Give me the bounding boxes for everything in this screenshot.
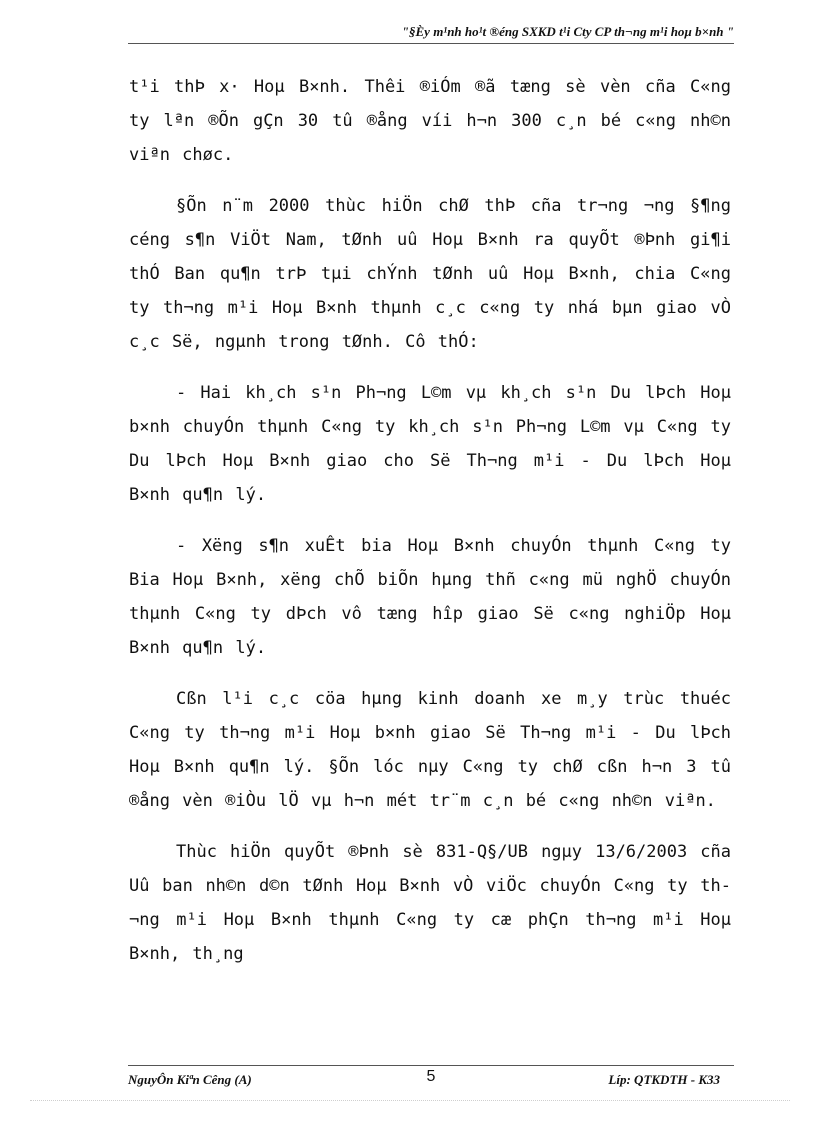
page-header: "§Èy m¹nh ho¹t ®éng SXKD t¹i Cty CP th¬ng m¹i hoµ b×nh " <box>128 24 734 44</box>
page-footer <box>128 1065 734 1088</box>
page-bottom-edge <box>30 1100 790 1101</box>
footer-class: Líp: QTKDTH - K33 <box>608 1072 720 1087</box>
document-body <box>129 70 731 988</box>
paragraph-4: - Xëng s¶n xuÊt bia Hoµ B×nh chuyÓn thµnh C«ng ty Bia Hoµ B×nh, xëng chÕ biÕn hµng thñ c«ng mü nghÖ chuyÓn thµnh C«ng ty dÞch vô tæng hîp giao Së c«ng nghiÖp Hoµ B×nh qu¶n lý. <box>129 536 731 658</box>
paragraph-3: - Hai kh¸ch s¹n Ph¬ng L©m vµ kh¸ch s¹n Du lÞch Hoµ b×nh chuyÓn thµnh C«ng ty kh¸ch s¹n Ph¬ng L©m vµ C«ng ty Du lÞch Hoµ B×nh giao cho Së Th¬ng m¹i - Du lÞch Hoµ B×nh qu¶n lý. <box>129 383 731 505</box>
paragraph-5: Cßn l¹i c¸c cöa hµng kinh doanh xe m¸y trùc thuéc C«ng ty th¬ng m¹i Hoµ b×nh giao Së Th¬ng m¹i - Du lÞch Hoµ B×nh qu¶n lý. §Õn lóc nµy C«ng ty chØ cßn h¬n 3 tû ®ång vèn ®iÒu lÖ vµ h¬n mét tr¨m c¸n bé c«ng nh©n viªn. <box>129 689 731 811</box>
paragraph-1: t¹i thÞ x· Hoµ B×nh. Thêi ®iÓm ®ã tæng sè vèn cña C«ng ty lªn ®Õn gÇn 30 tû ®ång víi h¬n 300 c¸n bé c«ng nh©n viªn chøc. <box>129 77 731 165</box>
footer-author: NguyÔn Kiªn Cêng (A) <box>128 1072 252 1087</box>
paragraph-6: Thùc hiÖn quyÕt ®Þnh sè 831-Q§/UB ngµy 13/6/2003 cña Uû ban nh©n d©n tØnh Hoµ B×nh vÒ viÖc chuyÓn C«ng ty th¬ng m¹i Hoµ B×nh thµnh C«ng ty cæ phÇn th¬ng m¹i Hoµ B×nh, th¸ng <box>129 842 731 964</box>
paragraph-2: §Õn n¨m 2000 thùc hiÖn chØ thÞ cña tr¬ng ¬ng §¶ng céng s¶n ViÖt Nam, tØnh uû Hoµ B×nh ra quyÕt ®Þnh gi¶i thÓ Ban qu¶n trÞ tµi chÝnh tØnh uû Hoµ B×nh, chia C«ng ty th¬ng m¹i Hoµ B×nh thµnh c¸c c«ng ty nhá bµn giao vÒ c¸c Së, ngµnh trong tØnh. Cô thÓ: <box>129 196 731 352</box>
page-number: 5 <box>426 1068 436 1085</box>
